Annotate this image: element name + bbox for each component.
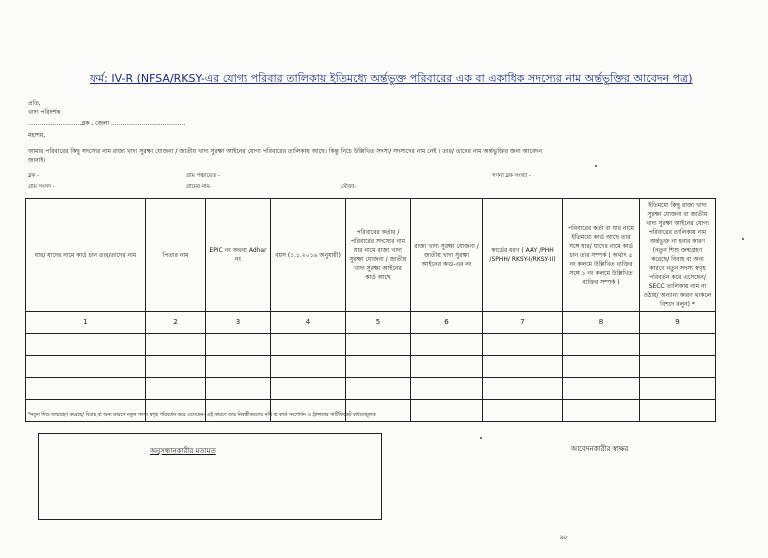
body-line-1: আমার পরিবারের কিছু সদস্যের নাম রাজ্য খাদ্য সুরক্ষা যোজনা / জাতীয় খাদ্য সুরক্ষা আইনের যোগ্য পরিবারের তালিকায় আছে। কিন্তু নিচে উল্লিখিত সদস্য/ সদস্যদের নাম নেই । তার/ তাদের নাম অর্ন্তভুক্তির জন্য আবেদন xyxy=(28,148,543,155)
gram-sangsad-field: গ্রাম সংসদ - xyxy=(28,184,55,190)
gram-panchayat-field: গ্রাম পঞ্চায়েত - xyxy=(186,173,220,179)
header-card-number: রাজ্য খাদ্য সুরক্ষা যোজনা / জাতীয় খাদ্য সুরক্ষা আইনের কার্ড-এর নং xyxy=(411,199,483,312)
column-number: 7 xyxy=(483,312,563,334)
scan-speck xyxy=(480,437,482,439)
table-header-row xyxy=(26,199,716,312)
address-officer: খাদ্য পরিদর্শক xyxy=(28,109,61,116)
scan-speck xyxy=(742,238,744,240)
body-text xyxy=(28,147,718,165)
column-number: 5 xyxy=(346,312,411,334)
form-title: ফর্ম: IV-R (NFSA/RKSY-এর যোগ্য পরিবার তালিকায় ইতিমধ্যে অর্ন্তভুক্ত পরিবারের এক বা একাধিক সদস্যের নাম অর্ন্তভুক্তির আবেদন পত্র) xyxy=(90,72,693,85)
column-number: 2 xyxy=(146,312,206,334)
column-number: 8 xyxy=(563,312,640,334)
body-line-2: জানাই। xyxy=(28,157,46,164)
applicant-signature-label: আবেদনকারীর স্বাক্ষর xyxy=(571,445,629,453)
header-applicant-name: যার/ যাদের নামে কার্ড চান তার/তাদের নাম xyxy=(26,199,146,312)
header-father-name: পিতার নাম xyxy=(146,199,206,312)
header-epic-adhar: EPIC নং অথবা Adhar নং xyxy=(206,199,271,312)
enquiry-officer-label: অনুসন্ধানকারীর মতামত xyxy=(150,447,216,455)
ganana-block-field: গণনা ব্লক সংখ্যা - xyxy=(492,173,532,179)
salutation: মহাশয়, xyxy=(28,132,46,139)
column-number: 4 xyxy=(271,312,346,334)
table-row xyxy=(26,356,716,378)
application-table xyxy=(25,198,716,422)
header-card-holder: পরিবারের কর্তার / পরিবারের সদস্যের নাম যার নামে রাজ্য খাদ্য সুরক্ষা যোজনা / জাতীয় খাদ্য সুরক্ষা আইনের কার্ড আছে xyxy=(346,199,411,312)
table-row xyxy=(26,378,716,400)
column-number: 1 xyxy=(26,312,146,334)
mouza-field: মৌজা- xyxy=(341,184,357,190)
village-name-field: গ্রামের নাম- xyxy=(186,184,212,190)
header-card-type: কার্ডের ধরণ ( AAY /PHH /SPHH/ RKSY-I/RKSY-II) xyxy=(483,199,563,312)
header-relation: পরিবারের কর্তা বা যার নামে ইতিমধ্যে কার্ড আছে তার সঙ্গে যার/ যাদের নামে কার্ড চান তার সম্পর্ক ( অর্থাৎ ৫ নং কলমে উল্লিখিত ব্যক্তির সঙ্গে ১ নং কলমে উল্লিখিত ব্যক্তির সম্পর্ক ) xyxy=(563,199,640,312)
header-reason: ইতিমধ্যে কিছু রাজ্য খাদ্য সুরক্ষা যোজনা বা জাতীয় খাদ্য সুরক্ষা আইনের যোগ্য পরিবারের তালিকায় নাম অর্ন্তভুক্ত না হবার কারণ (নতুন শিশু জন্মগ্রহণ করেছে/ বিবাহ বা অন্য কারণে নতুন সদস্য স্বগৃহ পরিবর্তন করে এসেছেন/ SECC তালিকায় নাম না ওঠায়/ অন্যান্য কারণ থাকলে বিশদে বলুন) * xyxy=(640,199,716,312)
scan-speck xyxy=(595,165,597,167)
column-number-row xyxy=(26,312,716,334)
address-to: প্রতি, xyxy=(28,100,41,107)
footnote: *নতুন শিশু জন্মগ্রহণ করেছে/ বিবাহ বা অন্য কারণে নতুন সদস্য স্বগৃহ পরিবর্তন করে এসেছেন- এই কারণে জন্ম নিবন্ধীকরণের নথি বা কার্ড সংশোধন ও ট্রান্সফার সার্টিফিকেট বাধ্যতামূলক xyxy=(28,413,376,418)
column-number: 6 xyxy=(411,312,483,334)
address-block-line: ............................ব্লক , জেলা ....................................... xyxy=(28,120,186,127)
block-field: ব্লক - xyxy=(28,173,40,179)
column-number: 9 xyxy=(640,312,716,334)
table-row xyxy=(26,334,716,356)
page-number: ৯৮ xyxy=(560,534,568,541)
header-age: বয়স (১.১.২০১৬ অনুযায়ী) xyxy=(271,199,346,312)
column-number: 3 xyxy=(206,312,271,334)
